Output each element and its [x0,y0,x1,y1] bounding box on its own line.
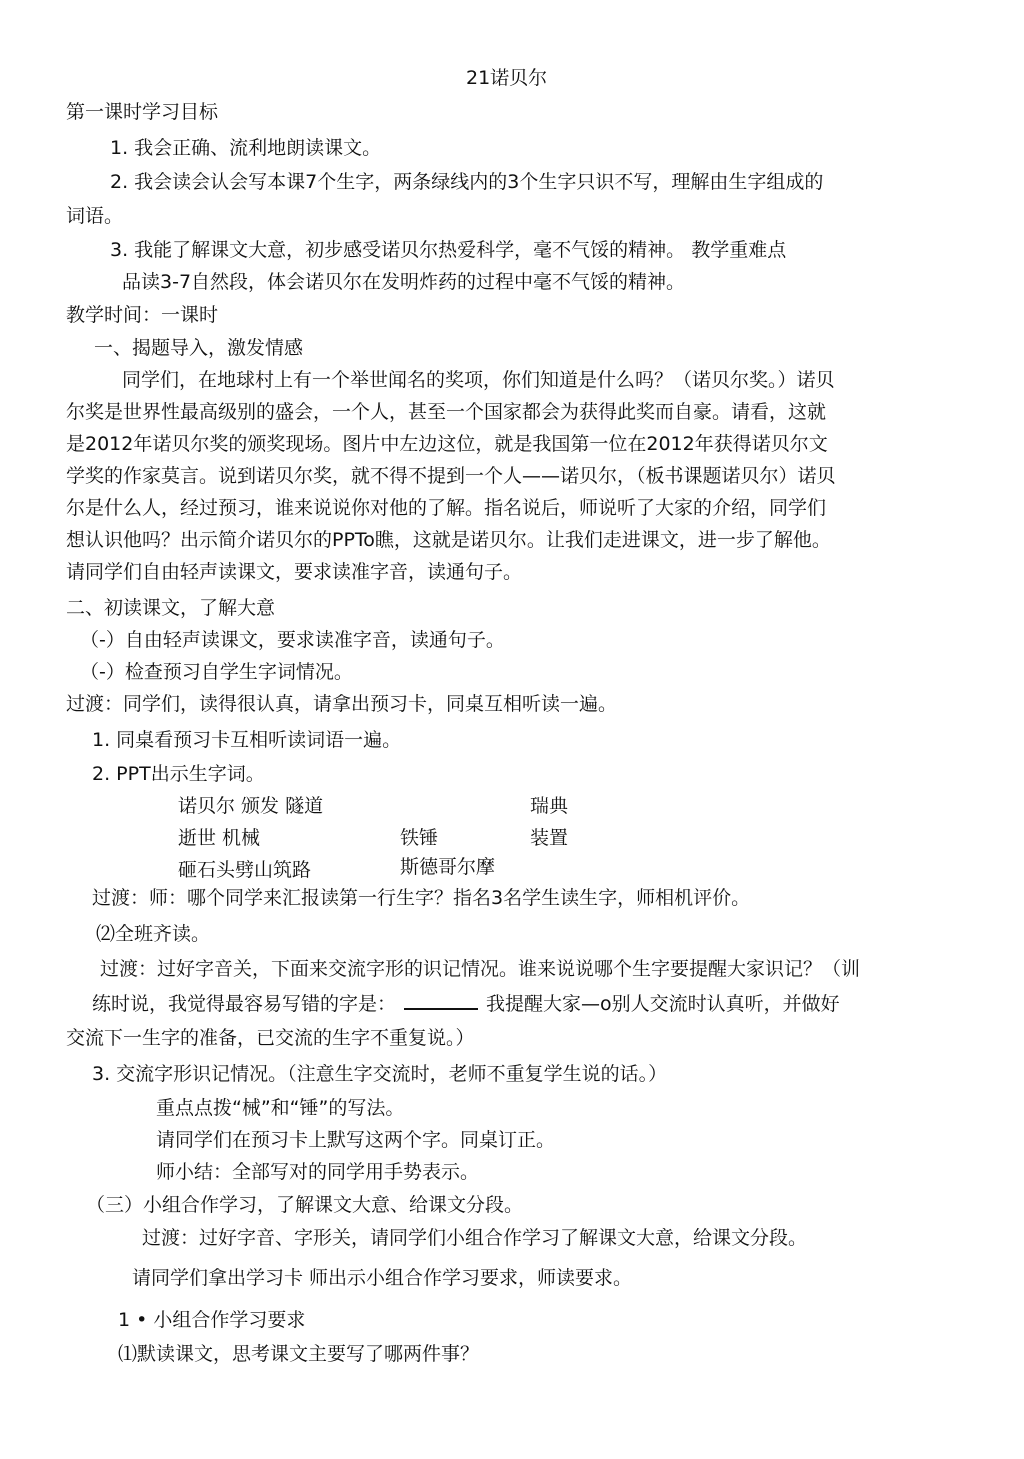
sub-heading: （-）检查预习自学生字词情况。 [80,661,353,683]
text-segment: 我提醒大家—o别人交流时认真听，并做好 [486,993,840,1015]
objective-item: 3. 我能了解课文大意，初步感受诺贝尔热爱科学，毫不气馁的精神。 教学重难点 [110,239,787,261]
vocab-word: 逝世 机械 [178,827,261,849]
objective-item: 1. 我会正确、流利地朗读课文。 [110,137,382,159]
sub-heading: （三）小组合作学习，了解课文大意、给课文分段。 [86,1194,524,1216]
section-heading: 第一课时学习目标 [66,101,219,123]
vocab-word: 斯德哥尔摩 [400,856,496,878]
vocab-word: 铁锤 [400,827,439,849]
text-line: 词语。 [66,205,124,227]
page-title: 21诺贝尔 [466,67,548,89]
vocab-word: 砸石头劈山筑路 [178,859,312,881]
vocab-word: 装置 [530,827,569,849]
paragraph-line: 请同学们自由轻声读课文，要求读准字音，读通句子。 [66,561,523,583]
section-heading: 教学时间：一课时 [66,304,219,326]
vocab-word: 瑞典 [530,795,569,817]
text-line [92,992,840,1016]
text-segment: 练时说，我觉得最容易写错的字是： [92,993,397,1015]
paragraph-line: 尔是什么人，经过预习，谁来说说你对他的了解。指名说后，师说听了大家的介绍，同学们 [66,497,827,519]
list-item: ⑴默读课文，思考课文主要写了哪两件事？ [118,1343,480,1365]
fill-in-blank [404,992,478,1010]
text-line: 重点点拨“械”和“锤”的写法。 [156,1097,405,1119]
text-line: 交流下一生字的准备，已交流的生字不重复说。） [66,1027,475,1049]
list-item: 2. PPT出示生字词。 [92,763,265,785]
section-heading: 二、初读课文，了解大意 [66,597,276,619]
vocab-word: 诺贝尔 颁发 隧道 [178,795,324,817]
sub-heading: （-）自由轻声读课文，要求读准字音，读通句子。 [80,629,505,651]
text-line: 过渡：过好字音、字形关，请同学们小组合作学习了解课文大意，给课文分段。 [142,1227,808,1249]
text-line: 请同学们在预习卡上默写这两个字。同桌订正。 [156,1129,556,1151]
text-line: 请同学们拿出学习卡 师出示小组合作学习要求，师读要求。 [132,1267,633,1289]
section-heading: 一、揭题导入，激发情感 [94,337,304,359]
list-item: 1 • 小组合作学习要求 [118,1309,306,1331]
objective-item: 2. 我会读会认会写本课7个生字，两条绿线内的3个生字只识不写，理解由生字组成的 [110,171,824,193]
text-line: 师小结：全部写对的同学用手势表示。 [156,1161,480,1183]
paragraph-line: 是2012年诺贝尔奖的颁奖现场。图片中左边这位，就是我国第一位在2012年获得诺贝尔文 [66,433,828,455]
text-line: 品读3-7自然段，体会诺贝尔在发明炸药的过程中毫不气馁的精神。 [122,271,686,293]
list-item: 1. 同桌看预习卡互相听读词语一遍。 [92,729,402,751]
paragraph-line: 学奖的作家莫言。说到诺贝尔奖，就不得不提到一个人——诺贝尔，（板书课题诺贝尔）诺贝 [66,465,836,487]
paragraph-line: 同学们，在地球村上有一个举世闻名的奖项，你们知道是什么吗？（诺贝尔奖。）诺贝 [122,369,835,391]
text-line: 过渡：过好字音关，下面来交流字形的识记情况。谁来说说哪个生字要提醒大家识记？（训 [100,958,861,980]
text-line: 过渡：师：哪个同学来汇报读第一行生字？指名3名学生读生字，师相机评价。 [92,887,751,909]
list-item: 3. 交流字形识记情况。（注意生字交流时，老师不重复学生说的话。） [92,1063,668,1085]
text-line: 过渡：同学们，读得很认真，请拿出预习卡，同桌互相听读一遍。 [66,693,618,715]
text-line: ⑵全班齐读。 [96,923,211,945]
paragraph-line: 尔奖是世界性最高级别的盛会，一个人，甚至一个国家都会为获得此奖而自豪。请看，这就 [66,401,827,423]
paragraph-line: 想认识他吗？出示简介诺贝尔的PPTo瞧，这就是诺贝尔。让我们走进课文，进一步了解他。 [66,529,831,551]
